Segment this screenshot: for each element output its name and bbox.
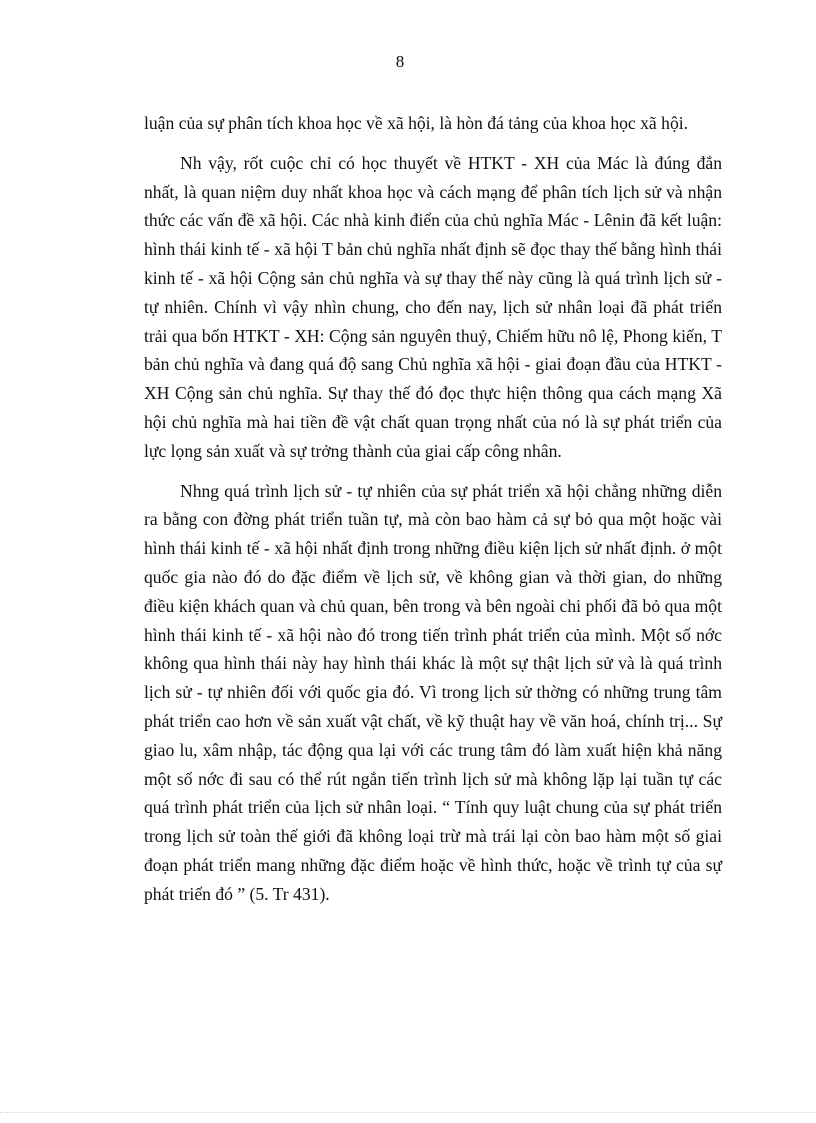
paragraph-htkt-theory: Nh vậy, rốt cuộc chỉ có học thuyết về HTKT - XH của Mác là đúng đắn nhất, là quan niệm duy nhất khoa học và cách mạng để phân tích lịch sử và nhận thức các vấn đề xã hội. Các nhà kinh điển của chủ nghĩa Mác - Lênin đã kết luận: hình thái kinh tế - xã hội T bản chủ nghĩa nhất định sẽ đọc thay thế bằng hình thái kinh tế - xã hội Cộng sản chủ nghĩa và sự thay thế này cũng là quá trình lịch sử - tự nhiên. Chính vì vậy nhìn chung, cho đến nay, lịch sử nhân loại đã phát triển trải qua bốn HTKT - XH: Cộng sản nguyên thuỷ, Chiếm hữu nô lệ, Phong kiến, T bản chủ nghĩa và đang quá độ sang Chủ nghĩa xã hội - giai đoạn đầu của HTKT - XH Cộng sản chủ nghĩa. Sự thay thế đó đọc thực hiện thông qua cách mạng Xã hội chủ nghĩa mà hai tiền đề vật chất quan trọng nhất của nó là sự phát triển của lực lọng sản xuất và sự trởng thành của giai cấp công nhân. bbox=[144, 152, 722, 461]
page-bottom-divider bbox=[0, 1112, 816, 1113]
paragraph-continuation: luận của sự phân tích khoa học về xã hội, là hòn đá tảng của khoa học xã hội. bbox=[144, 113, 689, 133]
paragraph-historical-process: Nhng quá trình lịch sử - tự nhiên của sự phát triển xã hội chẳng những diễn ra bằng con đờng phát triển tuần tự, mà còn bao hàm cả sự bỏ qua một hoặc vài hình thái kinh tế - xã hội nhất định trong những điều kiện lịch sử nhất định. ở một quốc gia nào đó do đặc điểm về lịch sử, về không gian và thời gian, do những điều kiện khách quan và chủ quan, bên trong và bên ngoài chi phối đã bỏ qua một hình thái kinh tế - xã hội nào đó trong tiến trình phát triển của mình. Một số nớc không qua hình thái này hay hình thái khác là một sự thật lịch sử và là quá trình lịch sử - tự nhiên đối với quốc gia đó. Vì trong lịch sử thờng có những trung tâm phát triển cao hơn về sản xuất vật chất, về kỹ thuật hay về văn hoá, chính trị... Sự giao lu, xâm nhập, tác động qua lại với các trung tâm đó làm xuất hiện khả năng một số nớc đi sau có thể rút ngắn tiến trình lịch sử mà không lặp lại tuần tự các quá trình phát triển của lịch sử nhân loại. “ Tính quy luật chung của sự phát triển trong lịch sử toàn thế giới đã không loại trừ mà trái lại còn bao hàm một số giai đoạn phát triển mang những đặc điểm hoặc về hình thức, hoặc về trình tự của sự phát triển đó ” (5. Tr 431). bbox=[144, 480, 722, 904]
body-text bbox=[144, 109, 722, 920]
page-number: 8 bbox=[395, 52, 405, 71]
